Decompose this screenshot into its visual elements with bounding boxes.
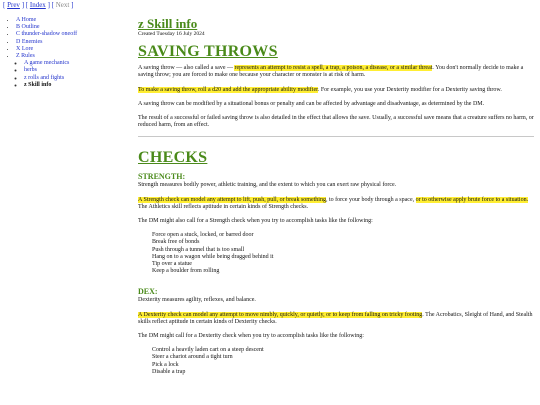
strength-check-paragraph <box>138 197 534 211</box>
dex-tasks-intro: The DM might call for a Dexterity check when you try to accomplish tasks like the following: <box>138 333 364 340</box>
list-item: Break free of bonds <box>152 239 200 246</box>
list-item: Control a heavily laden cart on a steep descent <box>152 347 264 354</box>
toc-subitem-herbs[interactable]: herbs <box>24 67 37 74</box>
strength-text-end: The Athletics skill reflects aptitude in certain kinds of Strength checks. <box>138 203 309 210</box>
dex-highlight: A Dexterity check can model any attempt to move nimbly, quickly, or quietly, or to keep from falling on tricky footing <box>138 311 423 318</box>
saving-p1-text: A saving throw — also called a save — <box>138 65 235 72</box>
toc-item-home[interactable]: A Home <box>16 17 37 23</box>
toc-item-outline[interactable]: B Outline <box>16 24 40 31</box>
page-title: z Skill info <box>138 16 198 31</box>
strength-text-mid: , to force your body through a space, <box>325 196 416 203</box>
saving-paragraph-3: A saving throw can be modified by a situational bonus or penalty and can be affected by advantage and disadvantage, as determined by the DM. <box>138 100 485 107</box>
list-item: Force open a stuck, locked, or barred door <box>152 232 254 239</box>
strength-tasks-intro: The DM might also call for a Strength check when you try to accomplish tasks like the following: <box>138 218 373 225</box>
toc-subitem-game-mechanics[interactable]: A game mechanics <box>24 60 70 67</box>
strength-highlight-2: or to otherwise apply brute force to a situation. <box>415 196 529 203</box>
list-item: Steer a chariot around a tight turn <box>152 354 233 361</box>
dex-check-paragraph <box>138 312 534 326</box>
top-navigation: [ Prev ] [ Index ] [ Next ] <box>3 1 74 9</box>
toc-subitem-rolls-and-fights[interactable]: z rolls and fights <box>24 74 65 81</box>
dex-text-end: . The Acrobatics, Sleight of Hand, and Stealth skills reflect aptitude in certain kinds of Dexterity checks. <box>138 311 533 325</box>
toc-item-thunder-shadow[interactable]: C thunder-shadow oneoff <box>16 31 78 38</box>
next-link-disabled: Next <box>55 1 70 9</box>
toc-item-lore[interactable]: X Lore <box>16 45 34 52</box>
dex-description: Dexterity measures agility, reflexes, and balance. <box>138 297 256 304</box>
list-item: Keep a boulder from rolling <box>152 268 220 275</box>
created-date: Created Tuesday 16 July 2024 <box>138 31 205 37</box>
section-divider <box>138 136 534 137</box>
list-item: Pick a lock <box>152 361 179 368</box>
dex-task-list <box>138 347 534 376</box>
saving-paragraph-4: The result of a successful or failed saving throw is also detailed in the effect that allows the save. Usually, a successful save means that a creature suffers no harm, or reduced harm, from an effect. <box>138 115 534 129</box>
main-content <box>138 17 534 383</box>
list-item: Push through a tunnel that is too small <box>152 246 245 253</box>
list-item: Disable a trap <box>152 368 186 375</box>
list-item: Tip over a statue <box>152 261 192 268</box>
strength-heading: STRENGTH: <box>138 172 186 182</box>
toc-subitem-skill-info-current: z Skill info <box>24 81 52 88</box>
toc-item-rules[interactable]: Z Rules <box>16 53 35 60</box>
strength-highlight-1: A Strength check can model any attempt to lift, push, pull, or break something <box>138 196 326 203</box>
strength-description: Strength measures bodily power, athletic training, and the extent to which you can exert raw physical force. <box>138 182 397 189</box>
toc-item-enemies[interactable]: D Enemies <box>16 38 43 45</box>
saving-paragraph-2 <box>138 87 534 94</box>
saving-throws-heading: SAVING THROWS <box>138 43 278 61</box>
saving-paragraph-1 <box>138 65 534 79</box>
saving-p1-text-end: . You don't normally decide to make a saving throw; you are forced to make one because your character or monster is at risk of harm. <box>138 65 524 79</box>
list-item: Hang on to a wagon while being dragged behind it <box>152 253 274 260</box>
index-link[interactable]: Index <box>29 1 46 9</box>
table-of-contents <box>8 17 128 89</box>
saving-p2-text: . For example, you use your Dexterity modifier for a Dexterity saving throw. <box>317 86 502 93</box>
strength-task-list <box>138 232 534 275</box>
saving-p2-highlight: To make a saving throw, roll a d20 and add the appropriate ability modifier <box>138 86 318 93</box>
saving-p1-highlight: represents an attempt to resist a spell, a trap, a poison, a disease, or a similar threat <box>234 65 433 72</box>
prev-link[interactable]: Prev <box>7 1 20 9</box>
checks-heading: CHECKS <box>138 149 208 167</box>
dex-heading: DEX: <box>138 287 158 297</box>
